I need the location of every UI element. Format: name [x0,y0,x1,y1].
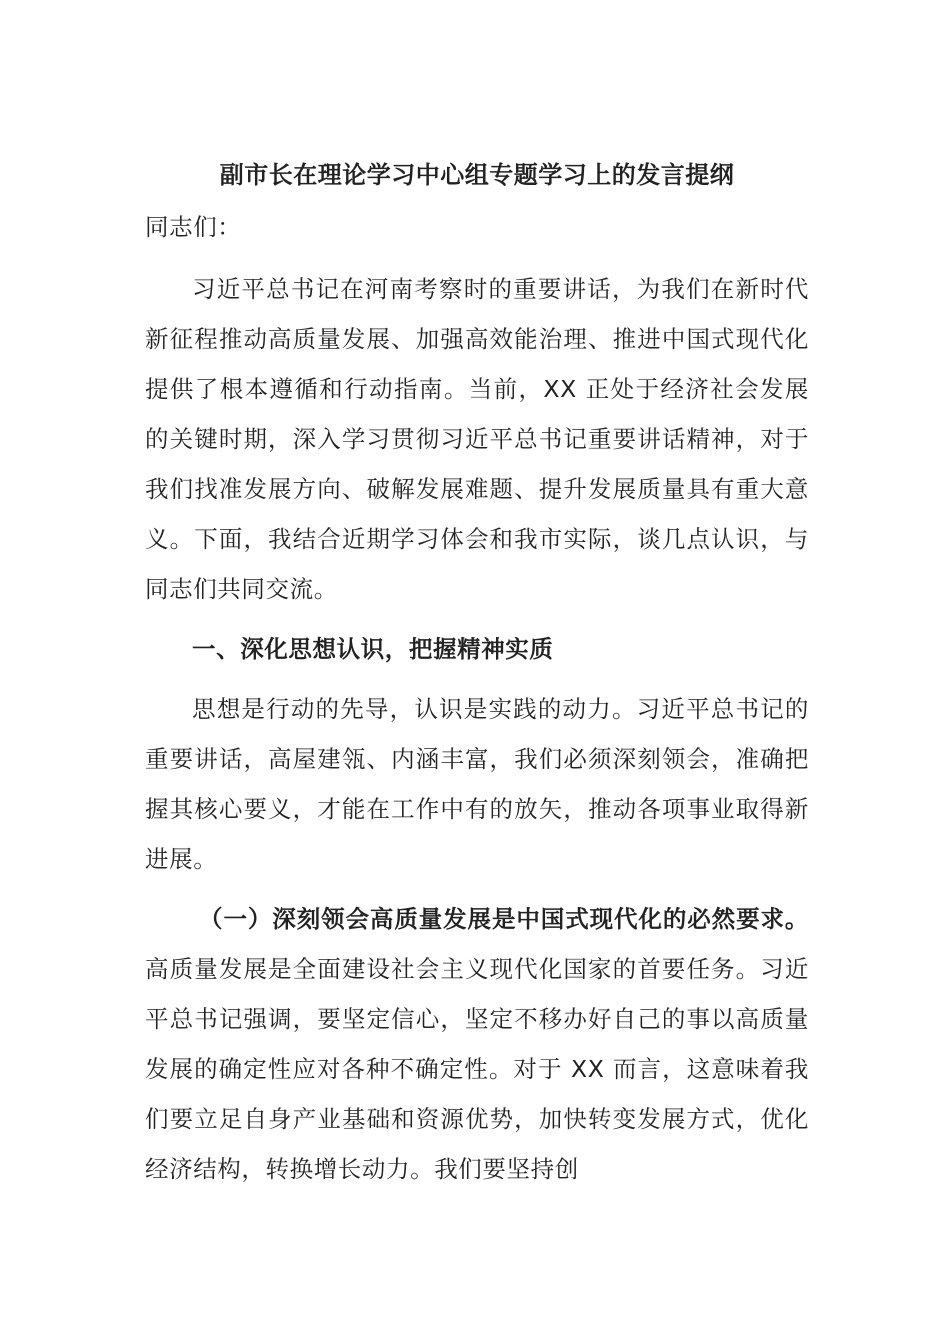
document-content [145,150,809,1204]
section-1-paragraph: 思想是行动的先导，认识是实践的动力。习近平总书记的重要讲话，高屋建瓴、内涵丰富，我们必须深刻领会，准确把握其核心要义，才能在工作中有的放矢，推动各项事业取得新进展。 [145,695,809,873]
section-heading-1: 一、深化思想认识，把握精神实质 [192,635,554,663]
greeting: 同志们： [145,213,242,241]
document-title: 副市长在理论学习中心组专题学习上的发言提纲 [219,161,735,189]
subsection-1-body: 高质量发展是全面建设社会主义现代化国家的首要任务。习近平总书记强调，要坚定信心，坚定不移办好自己的事以高质量发展的确定性应对各种不确定性。对于 XX 而言，这意味着我们要立足自身产业基础和资源优势，加快转变发展方式，优化经济结构，转换增长动力。我们要坚持创 [145,955,809,1183]
subsection-1-paragraph [145,894,809,1194]
subsection-heading-1: （一）深刻领会高质量发展是中国式现代化的必然要求。 [199,905,809,933]
intro-paragraph: 习近平总书记在河南考察时的重要讲话，为我们在新时代新征程推动高质量发展、加强高效能治理、推进中国式现代化提供了根本遵循和行动指南。当前，XX 正处于经济社会发展的关键时期，深入学习贯彻习近平总书记重要讲话精神，对于我们找准发展方向、破解发展难题、提升发展质量具有重大意义。下面，我结合近期学习体会和我市实际，谈几点认识，与同志们共同交流。 [145,275,809,603]
